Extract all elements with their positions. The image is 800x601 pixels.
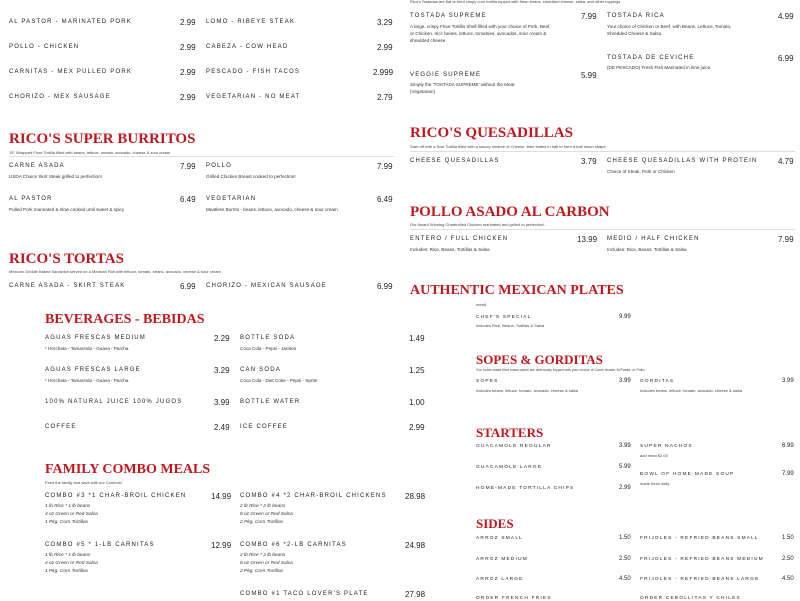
section-subtitle: Start off with a flour Tortilla filled with a savory mixture of Cheese, then folded in half to form a half moon shape. xyxy=(410,144,607,149)
menu-item-price: 7.99 xyxy=(377,162,393,171)
menu-item-name: ARROZ SMALL xyxy=(476,536,524,541)
section-title: STARTERS xyxy=(476,425,544,440)
menu-item-price: 2.99 xyxy=(377,43,393,52)
section-subtitle: 15" Wrapped Flour Tortilla filled with beans, lettuce, tomato, avocado, cheese & sour cream xyxy=(9,150,171,155)
menu-item-name: COMBO #1 TACO LOVER'S PLATE xyxy=(240,591,369,597)
menu-item-price: 6.99 xyxy=(180,282,196,291)
menu-item-name: ARROZ LARGE xyxy=(476,577,524,582)
menu-item-name: BOTTLE SODA xyxy=(240,335,296,341)
menu-item-name: CARNITAS - MEX PULLED PORK xyxy=(9,69,133,75)
menu-item-name: CHORIZO - MEX SAUSAGE xyxy=(9,94,111,100)
menu-item-name: VEGETARIAN xyxy=(206,196,257,202)
combo-line: 1 Pkg. Corn Tortillas xyxy=(45,520,89,525)
menu-item-name: CAN SODA xyxy=(240,367,281,373)
section-subtitle: Mexican Griddle Baked Sandwich served on a Mexican Roll with lettuce, tomato, beans, avocado, cheese & sour cream xyxy=(9,269,221,274)
menu-item-name: COMBO #5 * 1-LB CARNITAS xyxy=(45,542,155,548)
menu-item-price: 5.99 xyxy=(581,71,597,80)
menu-item-name: ARROZ MEDIUM xyxy=(476,557,528,562)
menu-item-price: 3.79 xyxy=(581,157,597,166)
menu-item-name: CHEESE QUESADILLAS xyxy=(410,158,500,164)
menu-item-price: 2.49 xyxy=(214,423,230,432)
menu-item-description: (DE PESCADO) Fresh Fish Marinated in lime juice. xyxy=(607,65,712,70)
plates-note: meat) xyxy=(476,302,487,307)
menu-item-price: 1.25 xyxy=(409,366,425,375)
menu-item-price: 2.99 xyxy=(180,18,196,27)
menu-item-name: AL PASTOR - MARINATED PORK xyxy=(9,19,132,25)
menu-item-description: Grilled Chicken Breast cooked to perfection! xyxy=(206,174,296,179)
menu-item-name: COFFEE xyxy=(45,424,77,430)
menu-item-description: made fresh daily xyxy=(640,481,670,486)
menu-item-name: 100% NATURAL JUICE 100% JUGOS xyxy=(45,399,183,405)
menu-item-price: 7.99 xyxy=(581,12,597,21)
menu-item-description: Pulled Pork marinated & slow cooked until sweet & spicy xyxy=(9,207,125,212)
menu-item-name: FRIJOLES - REFRIED BEANS MEDIUM xyxy=(640,557,764,562)
menu-item-price: 6.49 xyxy=(180,195,196,204)
menu-item-price: 2.99 xyxy=(180,93,196,102)
combo-line: 2 lb Rice * 2 lb beans xyxy=(240,504,286,509)
menu-item-name: CARNE ASADA xyxy=(9,163,65,169)
menu-item-name: TOSTADA SUPREME xyxy=(410,13,487,19)
section-title: BEVERAGES - BEBIDAS xyxy=(45,312,205,327)
menu-item-name: TOSTADA DE CEVICHE xyxy=(607,55,695,61)
menu-item-name: CHEESE QUESADILLAS WITH PROTEIN xyxy=(607,158,758,164)
menu-item-name: BOTTLE WATER xyxy=(240,399,301,405)
combo-line: 8 oz Green or Red Salsa xyxy=(240,561,293,566)
menu-item-name: AL PASTOR xyxy=(9,196,53,202)
menu-item-price: 6.99 xyxy=(778,54,794,63)
menu-item-description: Includes Rice, Beans, Tortillas & Salsa xyxy=(476,323,545,328)
menu-item-name: ORDER CEBOLLITAS Y CHILES xyxy=(640,596,741,601)
menu-item-name: POLLO - CHICKEN xyxy=(9,44,80,50)
menu-item-price: 1.50 xyxy=(619,535,631,541)
section-title: RICO'S SUPER BURRITOS xyxy=(9,131,196,147)
menu-item-name: COMBO #4 *2 CHAR-BROIL CHICKENS xyxy=(240,493,387,499)
menu-item-price: 6.99 xyxy=(782,443,794,449)
menu-item-name: VEGETARIAN - NO MEAT xyxy=(206,94,301,100)
menu-item-description: Includes beans, lettuce, tomato, avocado, cheese & salsa xyxy=(640,388,743,393)
menu-item-price: 2.29 xyxy=(214,334,230,343)
cut-off-text: Rico's Tostadas are flat or fried crispy corn tortilla topped with fresh beans, shredded cheese, salsa, and other toppings xyxy=(410,0,621,4)
combo-line: 2 Pkg. Corn Tortillas xyxy=(240,520,284,525)
menu-item-description: Coca Cola - Pepsi - Jarritos xyxy=(240,346,297,351)
menu-item-price: 2.99 xyxy=(409,423,425,432)
menu-item-name: AGUAS FRESCAS LARGE xyxy=(45,367,141,373)
combo-line: 4 oz Green or Red Salsa xyxy=(45,561,98,566)
menu-item-price: 4.99 xyxy=(778,12,794,21)
menu-item-price: 1.50 xyxy=(782,535,794,541)
menu-item-description: Includes beans, lettuce, tomato, avocado, cheese & salsa xyxy=(476,388,579,393)
menu-item-name: GUACAMOLE REGULAR xyxy=(476,444,552,449)
menu-item-price: 7.99 xyxy=(778,235,794,244)
menu-item-description: A large, crispy Flour Tortilla Shell filled with your choice of Pork, Beef, or Chicken. Incl: beans, lettuce, tomatoes, avocados, sour cream & shredded cheese xyxy=(410,24,551,43)
menu-item-name: MEDIO / HALF CHICKEN xyxy=(607,236,700,242)
menu-item-price: 4.50 xyxy=(782,576,794,582)
section-title: SIDES xyxy=(476,516,514,531)
menu-item-name: HOME-MADE TORTILLA CHIPS xyxy=(476,486,575,491)
menu-item-name: POLLO xyxy=(206,163,233,169)
menu-item-description: USDA Choice Skirt Steak grilled to perfection! xyxy=(9,174,102,179)
menu-item-price: 4.79 xyxy=(778,157,794,166)
menu-item-price: 3.29 xyxy=(214,366,230,375)
menu-item-price: 14.99 xyxy=(211,492,232,501)
menu-item-price: 1.00 xyxy=(409,398,425,407)
menu-item-description: * Horchata - Tamarindo - Guava - Parcha xyxy=(45,378,129,383)
menu-item-price: 2.99 xyxy=(180,68,196,77)
menu-item-description: add meat $2.00 xyxy=(640,453,668,458)
menu-item-name: BOWL OF HOME-MADE SOUP xyxy=(640,472,735,477)
menu-item-name: CABEZA - COW HEAD xyxy=(206,44,289,50)
menu-item-name: AGUAS FRESCAS MEDIUM xyxy=(45,335,147,341)
menu-item-price: 12.99 xyxy=(211,541,232,550)
menu-item-price: 3.99 xyxy=(619,378,631,384)
menu-item-price: 24.98 xyxy=(405,541,426,550)
menu-item-name: COMBO #3 *1 CHAR-BROIL CHICKEN xyxy=(45,493,187,499)
menu-item-name: GORDITAS xyxy=(640,379,675,384)
menu-item-description: Meatless Burrito - beans, lettuce, avocado, cheese & sour cream xyxy=(206,207,338,212)
menu-item-price: 2.79 xyxy=(377,93,393,102)
menu-item-price: 2.99 xyxy=(180,43,196,52)
section-title: FAMILY COMBO MEALS xyxy=(45,462,211,477)
menu-item-price: 2.999 xyxy=(373,68,394,77)
section-title: RICO'S TORTAS xyxy=(9,251,124,267)
menu-item-name: SUPER NACHOS xyxy=(640,444,693,449)
menu-item-name: TOSTADA RICA xyxy=(607,13,665,19)
combo-line: 2 lb Rice * 2 lb beans xyxy=(240,553,286,558)
menu-item-price: 2.99 xyxy=(619,485,631,491)
section-subtitle: Our Award Winning Charbroiled Chicken marinated and grilled to perfection! xyxy=(410,222,545,227)
combo-line: 2 Pkg. Corn Tortillas xyxy=(240,569,284,574)
menu-item-name: VEGGIE SUPREME xyxy=(410,72,482,78)
menu-item-name: ORDER FRENCH FRIES xyxy=(476,596,552,601)
menu-item-price: 4.50 xyxy=(619,576,631,582)
menu-item-name: GUACAMOLE LARGE xyxy=(476,465,543,470)
menu-item-price: 2.50 xyxy=(619,556,631,562)
menu-item-price: 3.99 xyxy=(214,398,230,407)
menu-item-price: 27.98 xyxy=(405,590,426,599)
combo-line: 1 lb Rice * 1 lb beans xyxy=(45,504,91,509)
combo-line: 4 oz Green or Red Salsa xyxy=(45,512,98,517)
section-subtitle: Feed the family and save with our Combos! xyxy=(45,480,122,485)
combo-line: 1 lb Rice * 1 lb beans xyxy=(45,553,91,558)
menu-item-price: 3.29 xyxy=(377,18,393,27)
menu-item-price: 6.99 xyxy=(377,282,393,291)
menu-item-price: 9.99 xyxy=(619,314,631,320)
menu-item-name: FRIJOLES - REFRIED BEANS SMALL xyxy=(640,536,759,541)
menu-item-price: 1.49 xyxy=(409,334,425,343)
menu-item-name: LOMO - RIBEYE STEAK xyxy=(206,19,296,25)
menu-item-description: Your choice of Chicken or Beef, with Beans, Lettuce, Tomato, Shredded Cheese & Salsa xyxy=(607,24,732,36)
menu-item-price: 13.99 xyxy=(577,235,598,244)
menu-item-description: Simply the 'TOSTADA SUPREME' without the Meat (Vegetarian) xyxy=(410,82,515,94)
menu-item-name: CHEF'S SPECIAL xyxy=(476,315,532,320)
combo-line: 8 oz Green or Red Salsa xyxy=(240,512,293,517)
section-title: RICO'S QUESADILLAS xyxy=(410,125,573,141)
menu-item-description: * Horchata - Tamarindo - Guava - Parcha xyxy=(45,346,129,351)
menu-item-price: 7.99 xyxy=(180,162,196,171)
menu-item-description: Coca Cola - Diet Coke - Pepsi - Sprite xyxy=(240,378,318,383)
menu-item-price: 6.49 xyxy=(377,195,393,204)
section-subtitle: Our home made fried masa cakes are deliciously topped with your choice of Carne Asada, Al Pastor, or Pollo. xyxy=(476,368,646,372)
menu-item-name: CARNE ASADA - SKIRT STEAK xyxy=(9,283,126,289)
menu-item-price: 3.99 xyxy=(782,378,794,384)
menu-item-name: COMBO #6 *2-LB CARNITAS xyxy=(240,542,347,548)
menu-item-name: ICE COFFEE xyxy=(240,424,289,430)
menu-item-description: Choice of Steak, Pork or Chicken xyxy=(607,169,675,174)
section-title: AUTHENTIC MEXICAN PLATES xyxy=(410,283,624,298)
menu-item-price: 5.99 xyxy=(619,464,631,470)
menu-item-name: SOPES xyxy=(476,379,499,384)
menu-item-name: ENTERO / FULL CHICKEN xyxy=(410,236,509,242)
section-title: POLLO ASADO AL CARBON xyxy=(410,204,610,220)
menu-item-name: CHORIZO - MEXICAN SAUSAGE xyxy=(206,283,328,289)
section-title: SOPES & GORDITAS xyxy=(476,352,603,367)
menu-item-price: 7.99 xyxy=(782,471,794,477)
menu-item-name: FRIJOLES - REFRIED BEANS LARGE xyxy=(640,577,760,582)
menu-item-price: 28.98 xyxy=(405,492,426,501)
menu-item-price: 2.50 xyxy=(782,556,794,562)
menu-item-description: Includes: Rice, Beans, Tortillas & Salsa xyxy=(410,247,490,252)
menu-item-name: PESCADO - FISH TACOS xyxy=(206,69,301,75)
menu-item-description: Includes: Rice, Beans, Tortillas & Salsa xyxy=(607,247,687,252)
combo-line: 1 Pkg. Corn Tortillas xyxy=(45,569,89,574)
menu-item-price: 3.99 xyxy=(619,443,631,449)
